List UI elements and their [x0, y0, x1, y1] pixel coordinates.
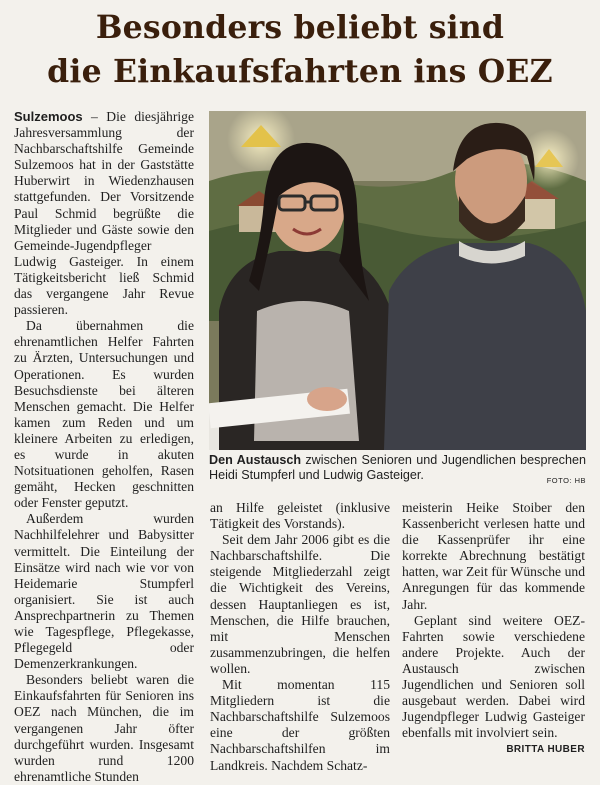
article-paragraph: Besonders beliebt waren die Einkaufsfahrten für Senioren ins OEZ nach München, die im vergangenen Jahr öfter durchgeführt wurden. Insgesamt wurden rund 1200 ehrenamtliche Stunden	[14, 672, 194, 784]
article-column-1	[14, 109, 194, 785]
article-paragraph: Mit momentan 115 Mitgliedern ist die Nachbarschaftshilfe Sulzemoos eine der größten Nachbarschaftshilfen im Landkreis. Nachdem Schatz-	[210, 677, 390, 773]
caption-lead: Den Austausch	[209, 453, 302, 467]
article-column-3	[402, 500, 585, 759]
article-paragraph: Da übernahmen die ehrenamtlichen Helfer Fahrten zu Ärzten, Untersuchungen und Operationen. Es wurden Besuchsdienste bei älteren Menschen gemacht. Die Helfer kamen zum Reden und um kleinere Arbeiten zu erledigen, es wurde in akuten Notsituationen geholfen, Rasen gemäht, Hecken geschnitten oder Fenster geputzt.	[14, 318, 194, 511]
photo-caption	[209, 453, 586, 488]
headline-line-1: Besonders beliebt sind	[95, 9, 505, 46]
photo-credit: FOTO: HB	[546, 476, 586, 485]
author-byline: BRITTA HUBER	[506, 744, 585, 756]
dateline: Sulzemoos	[14, 109, 83, 124]
article-column-2	[210, 500, 390, 774]
article-paragraph: meisterin Heike Stoiber den Kassenbericht verlesen hatte und die Kassenprüfer ihr eine korrekte Abrechnung bestätigt hatten, war Zeit für Wünsche und Anregungen für das kommende Jahr.	[402, 500, 585, 612]
photo-illustration	[209, 111, 586, 450]
article-paragraph: Seit dem Jahr 2006 gibt es die Nachbarschaftshilfe. Die steigende Mitgliederzahl zeigt die Wichtigkeit des Vereins, dessen Hauptanliegen es ist, Menschen, die Hilfe brauchen, mit Menschen zusammenzubringen, die helfen wollen.	[210, 532, 390, 676]
article-photo	[209, 111, 586, 450]
caption-text: zwischen Senioren und Jugendlichen besprechen Heidi Stumpferl und Ludwig Gasteiger.	[209, 453, 586, 482]
paragraph-text: Geplant sind weitere OEZ-Fahrten sowie verschiedene andere Projekte. Auch der Austausch zwischen Jugendlichen und Senioren soll ausgebaut werden. Dabei wird Jugendpfleger Ludwig Gasteiger ebenfalls mit involviert sein.	[402, 612, 585, 741]
article-paragraph: Außerdem wurden Nachhilfelehrer und Babysitter vermittelt. Die Einteilung der Einsätze wird nach wie vor von Heidemarie Stumpferl organisiert. Sie ist auch Ansprechpartnerin zu Themen wie Tagespflege, Pflegekasse, Pflegegeld oder Demenzerkrankungen.	[14, 511, 194, 672]
headline	[0, 6, 600, 94]
article-paragraph	[14, 109, 194, 318]
article-paragraph	[402, 612, 585, 756]
article-paragraph: an Hilfe geleistet (inklusive Tätigkeit des Vorstands).	[210, 500, 390, 532]
headline-line-2: die Einkaufsfahrten ins OEZ	[47, 53, 553, 90]
paragraph-text: – Die diesjährige Jahresversammlung der Nachbarschaftshilfe Gemeinde Sulzemoos hat in der Gaststätte Huberwirt in Wiedenzhausen stattgefunden. Der Vorsitzende Paul Schmid begrüßte die Mitglieder und Gäste sowie den Gemeinde-Jugendpfleger Ludwig Gasteiger. In einem Tätigkeitsbericht ließ Schmid das vergangene Jahr Revue passieren.	[14, 109, 194, 318]
